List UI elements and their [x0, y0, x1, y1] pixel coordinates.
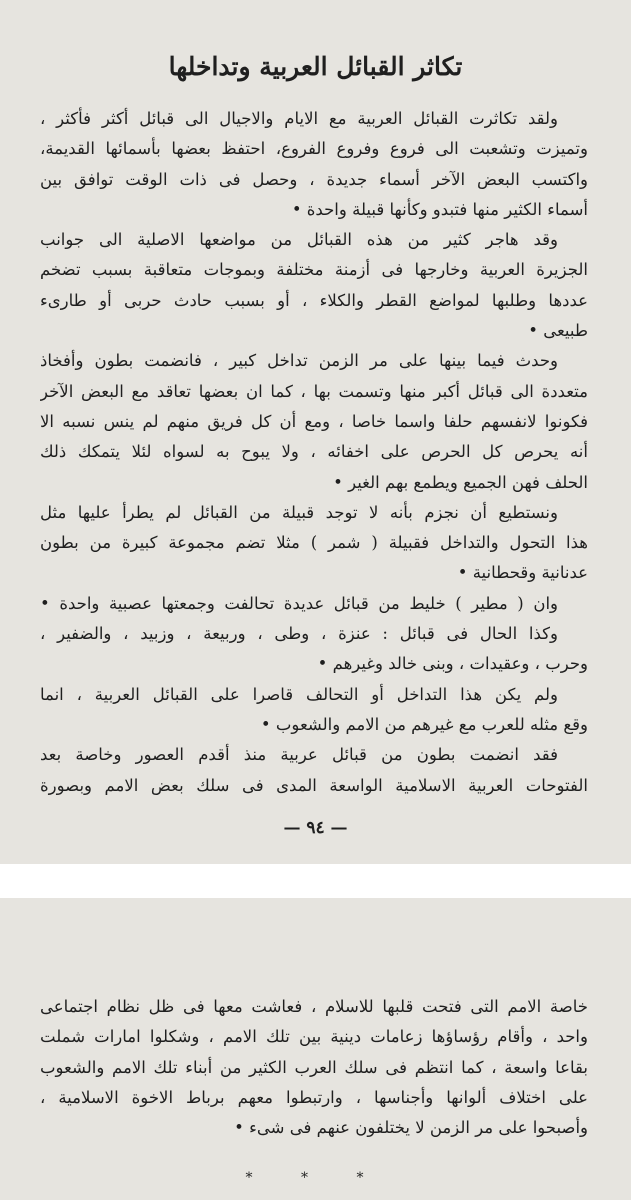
page-title: تكاثر القبائل العربية وتداخلها [168, 52, 463, 81]
text-line: طبيعى • [528, 321, 588, 341]
page-separator [0, 864, 631, 898]
text-line: متعددة الى قبائل أكبر منها وتسمت بها ، كما ان بعضها تعاقد مع البعض الآخر [40, 381, 588, 401]
text-line: وقد هاجر كثير من هذه القبائل من مواضعها الاصلية الى جوانب [40, 230, 558, 250]
text-line: الجزيرة العربية وخارجها فى أزمنة مختلفة وبموجات متعاقبة بسبب تضخم [40, 260, 588, 280]
text-line: وأصبحوا على مر الزمن لا يختلفون عنهم فى شىء • [234, 1118, 588, 1138]
text-line: ولم يكن هذا التداخل أو التحالف قاصرا على القبائل العربية ، انما [40, 684, 558, 704]
text-line: خاصة الامم التى فتحت قلبها للاسلام ، فعاشت معها فى ظل نظام اجتماعى [40, 997, 588, 1016]
text-line: بقاعا واسعة ، كما انتظم فى سلك العرب الكثير من أبناء تلك الامم والشعوب [40, 1057, 588, 1077]
text-line: عدنانية وقحطانية • [457, 563, 588, 583]
body-text-top [40, 104, 588, 801]
text-line: الحلف فهن الجميع ويطمع بهم الغير • [333, 472, 588, 492]
text-line: ونستطيع أن نجزم بأنه لا توجد قبيلة من القبائل لم يطرأ عليها مثل [40, 502, 558, 522]
text-line: أسماء الكثير منها فتبدو وكأنها قبيلة واحدة • [291, 199, 588, 219]
text-line: فقد انضمت بطون من قبائل عربية منذ أقدم العصور وخاصة بعد [40, 745, 558, 765]
text-line: ولقد تكاثرت القبائل العربية مع الايام والاجيال الى قبائل أكثر فأكثر ، [40, 109, 558, 128]
text-line: هذا التحول والتداخل فقبيلة ( شمر ) مثلا تضم مجموعة كبيرة من بطون [40, 533, 588, 553]
text-line: واحد ، وأقام رؤساؤها زعامات دينية بين تلك الامم ، وشكلوا امارات شملت [40, 1027, 588, 1047]
text-line: وحرب ، وعقيدات ، وبنى خالد وغيرهم • [317, 654, 588, 674]
text-line: واكتسب البعض الآخر أسماء جديدة ، وحصل فى ذات الوقت توافق بين [40, 169, 588, 189]
text-line: وان ( مطير ) خليط من قبائل عديدة تحالفت وجمعتها عصبية واحدة • [40, 593, 558, 613]
text-line: فكونوا لانفسهم حلفا واسما خاصا ، ومع أن كل فريق منهم لم ينس نسبه الا [40, 411, 588, 431]
body-text-bottom [40, 992, 588, 1143]
text-line: الفتوحات العربية الاسلامية الواسعة المدى فى سلك بعض الامم وبصورة [40, 775, 588, 795]
text-line: على اختلاف ألوانها وأجناسها ، وارتبطوا معهم برباط الاخوة الاسلامية ، [40, 1087, 588, 1107]
text-line: وحدث فيما بينها على مر الزمن تداخل كبير ، فانضمت بطون وأفخاذ [40, 351, 558, 371]
text-line: وتميزت وتشعبت الى فروع وفروع الفروع، احتفظ بعضها بأسمائها القديمة، [40, 139, 588, 159]
section-divider-stars: * * * [245, 1170, 386, 1186]
page-bottom [0, 898, 631, 1200]
text-line: وقع مثله للعرب مع غيرهم من الامم والشعوب • [260, 714, 588, 734]
text-line: وكذا الحال فى قبائل : عنزة ، وطى ، وربيعة ، وزبيد ، والضفير ، [40, 624, 558, 644]
text-line: عددها وطلبها لمواضع القطر والكلاء ، أو بسبب حادث حربى أو طارىء [40, 290, 588, 310]
text-line: أنه يحرص كل الحرص على اخفائه ، ولا يبوح به لسواه لئلا يتمكك ذلك [40, 442, 588, 462]
page-number: — ٩٤ — [283, 818, 348, 838]
